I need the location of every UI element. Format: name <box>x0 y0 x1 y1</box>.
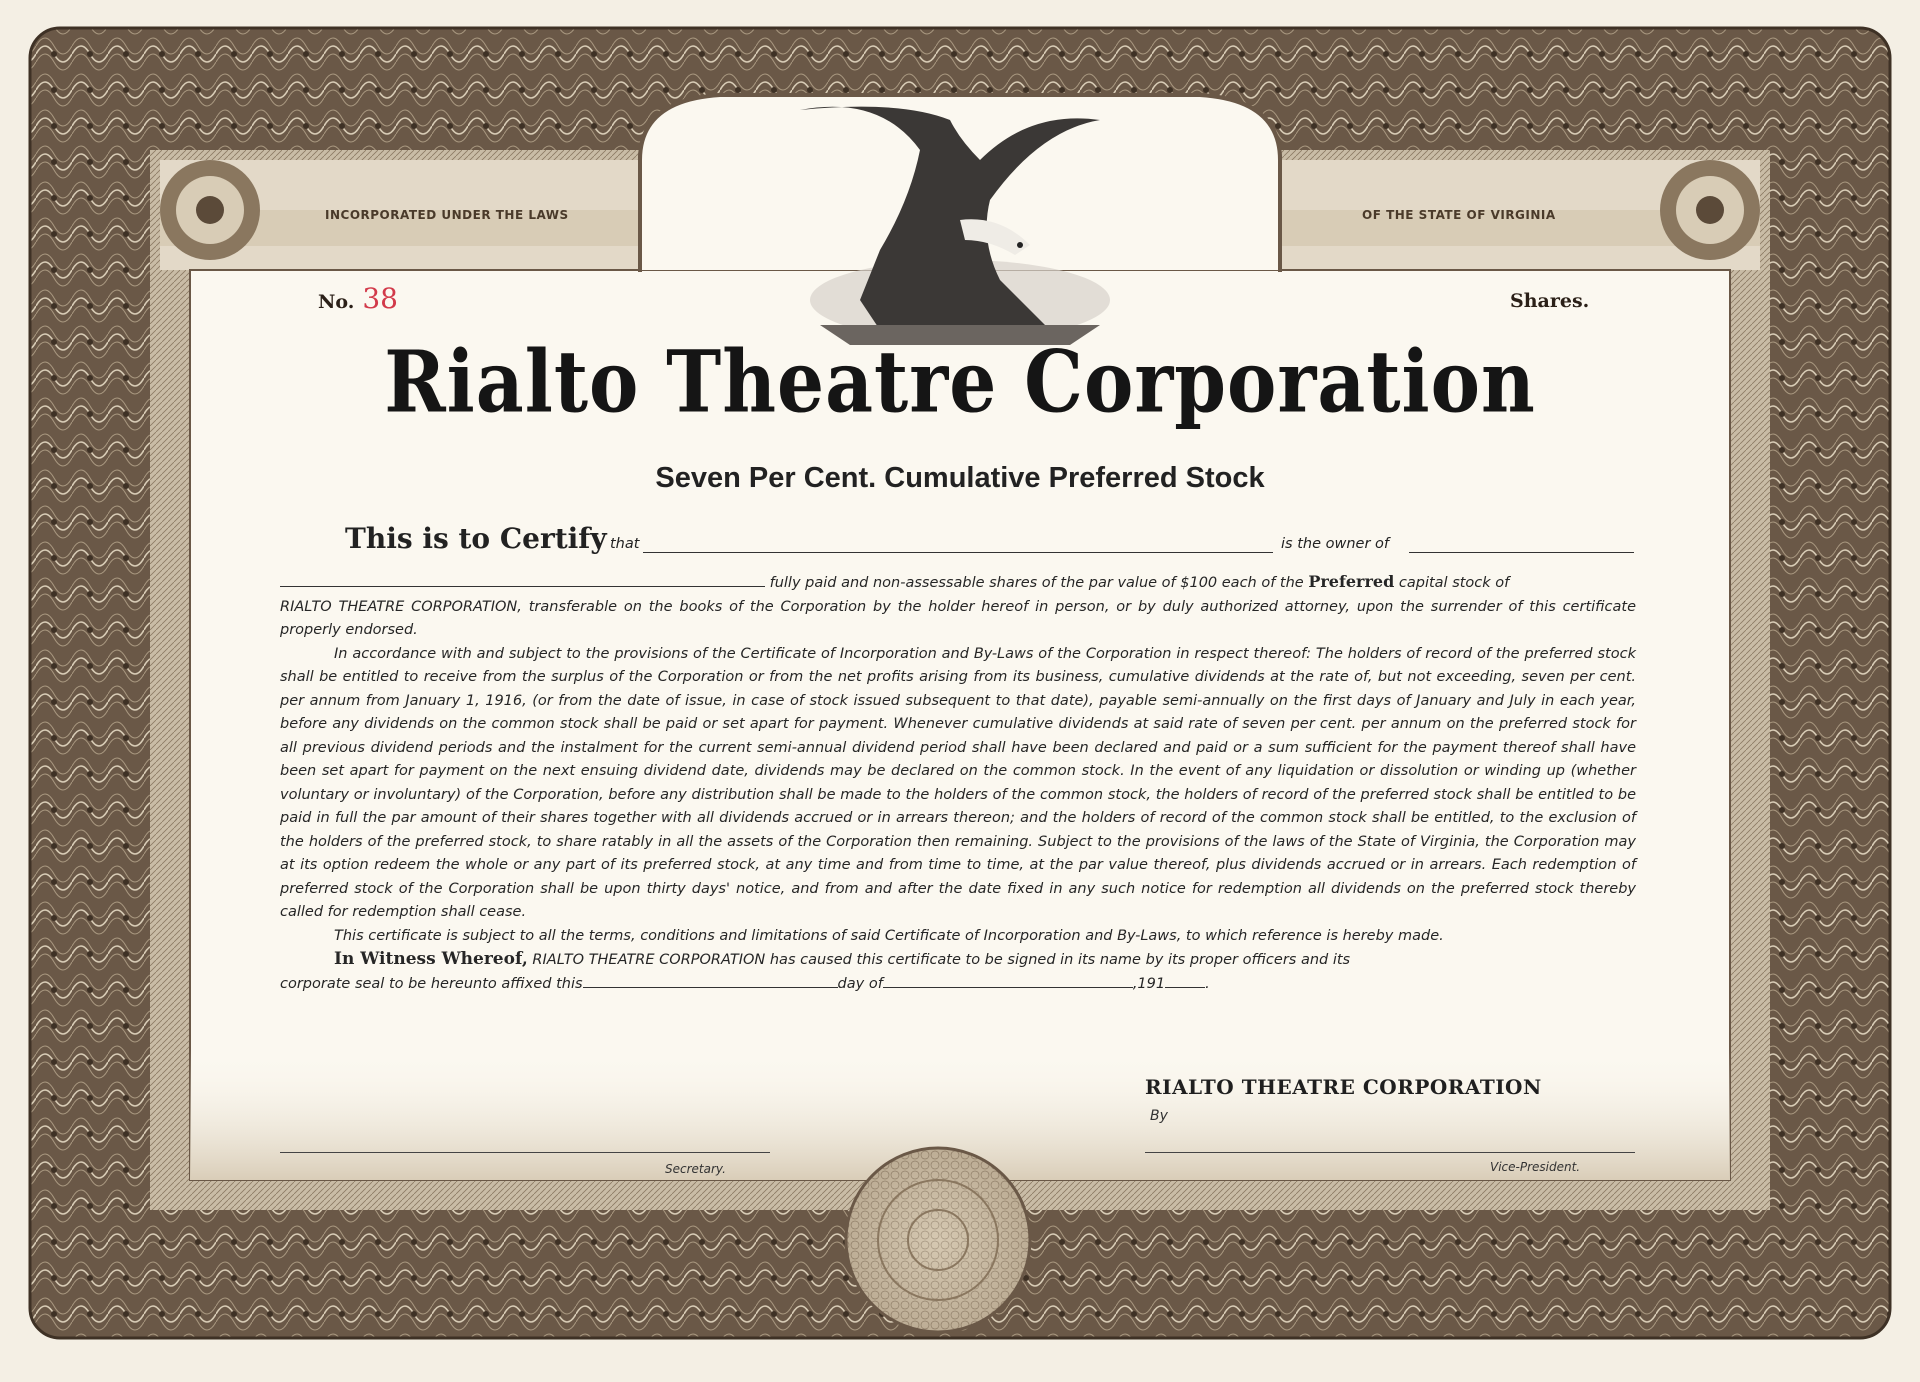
secretary-signature-line <box>280 1152 770 1153</box>
shares-label: Shares. <box>1510 290 1590 312</box>
vice-president-label: Vice-President. <box>1490 1160 1581 1174</box>
month-blank <box>883 973 1133 988</box>
par-value-text: fully paid and non-assessable shares of the par value of $100 each of the <box>769 575 1304 591</box>
incorporated-band-right: OF THE STATE OF VIRGINIA <box>1362 208 1556 222</box>
certify-that: that <box>610 536 640 552</box>
secretary-label: Secretary. <box>665 1162 726 1176</box>
paragraph-provisions: In accordance with and subject to the provisions of the Certificate of Incorporation and By-Laws of the Corporation in respect thereof: The holders of record of the preferred stock shall be entitled to receive from the surplus of the Corporation or from the net profits arising from its business, cumulative dividends at the rate of, but not exceeding, seven per cent. per annum from January 1, 1916, (or from the date of issue, in case of stock issued subsequent to that date), payable semi-annually on the first days of January and July in each year, before any dividends on the common stock shall be paid or set apart for payment. Whenever cumulative dividends at said rate of seven per cent. per annum on the preferred stock for all previous dividend periods and the instalment for the current semi-annual dividend period shall have been declared and paid or a sum sufficient for the payment thereof shall have been set apart for payment on the next ensuing dividend date, dividends may be declared on the common stock. In the event of any liquidation or dissolution or winding up (whether voluntary or involuntary) of the Corporation, before any distribution shall be made to the holders of the common stock, the holders of record of the preferred stock shall be entitled to be paid in full the par amount of their shares together with all dividends accrued or in arrears thereon; and the holders of record of the common stock shall be entitled, to the exclusion of the holders of the preferred stock, to share ratably in all the assets of the Corporation then remaining. Subject to the provisions of the laws of the State of Virginia, the Corporation may at its option redeem the whole or any part of its preferred stock, at any time and from time to time, at the par value thereof, plus dividends accrued or in arrears. Each redemption of preferred stock of the Corporation shall be upon thirty days' notice, and from and after the date fixed in any such notice for redemption all dividends on the preferred stock thereby called for redemption shall cease. <box>280 645 1636 920</box>
witness-text: RIALTO THEATRE CORPORATION has caused this certificate to be signed in its name by its proper officers and its <box>532 952 1351 968</box>
share-count-blank <box>1409 552 1634 553</box>
is-owner-of: is the owner of <box>1281 536 1389 552</box>
preferred-word: Preferred <box>1308 572 1395 591</box>
paragraph-witness <box>280 948 1636 973</box>
witness-heading: In Witness Whereof, <box>334 949 528 969</box>
incorporated-band-left: INCORPORATED UNDER THE LAWS <box>325 208 569 222</box>
number-label: No. <box>318 291 355 313</box>
year-blank <box>1165 973 1205 988</box>
owner-name-blank <box>643 552 1273 553</box>
vice-president-signature-line <box>1145 1152 1635 1153</box>
capital-stock-text: capital stock of <box>1398 575 1510 591</box>
date-text-a: corporate seal to be hereunto affixed this <box>280 975 583 992</box>
certificate-number <box>318 282 398 315</box>
guilloche-seal-icon <box>846 1148 1030 1332</box>
share-words-blank <box>280 572 765 587</box>
by-label: By <box>1150 1108 1168 1124</box>
paragraph-subject: This certificate is subject to all the terms, conditions and limitations of said Certificate of Incorporation and By-Laws, to which reference is hereby made. <box>334 927 1444 944</box>
date-text-b: day of <box>837 975 883 992</box>
day-blank <box>583 973 838 988</box>
corporation-signature-block: RIALTO THEATRE CORPORATION <box>1145 1075 1542 1099</box>
paragraph-transferable: RIALTO THEATRE CORPORATION, transferable on the books of the Corporation by the holder hereof in person, or by duly authorized attorney, upon the surrender of this certificate properly endorsed. <box>280 598 1636 638</box>
certificate-body <box>280 570 1636 996</box>
date-line: corporate seal to be hereunto affixed this day of ,191 . <box>280 973 1636 997</box>
number-value: 38 <box>362 282 398 315</box>
certify-heading: This is to Certify <box>345 522 607 555</box>
shares-line <box>280 570 1636 596</box>
company-title: Rialto Theatre Corporation <box>384 333 1536 433</box>
stock-subtitle: Seven Per Cent. Cumulative Preferred Stock <box>655 462 1265 494</box>
date-text-c: ,191 <box>1132 975 1166 992</box>
certify-line <box>345 522 1635 558</box>
